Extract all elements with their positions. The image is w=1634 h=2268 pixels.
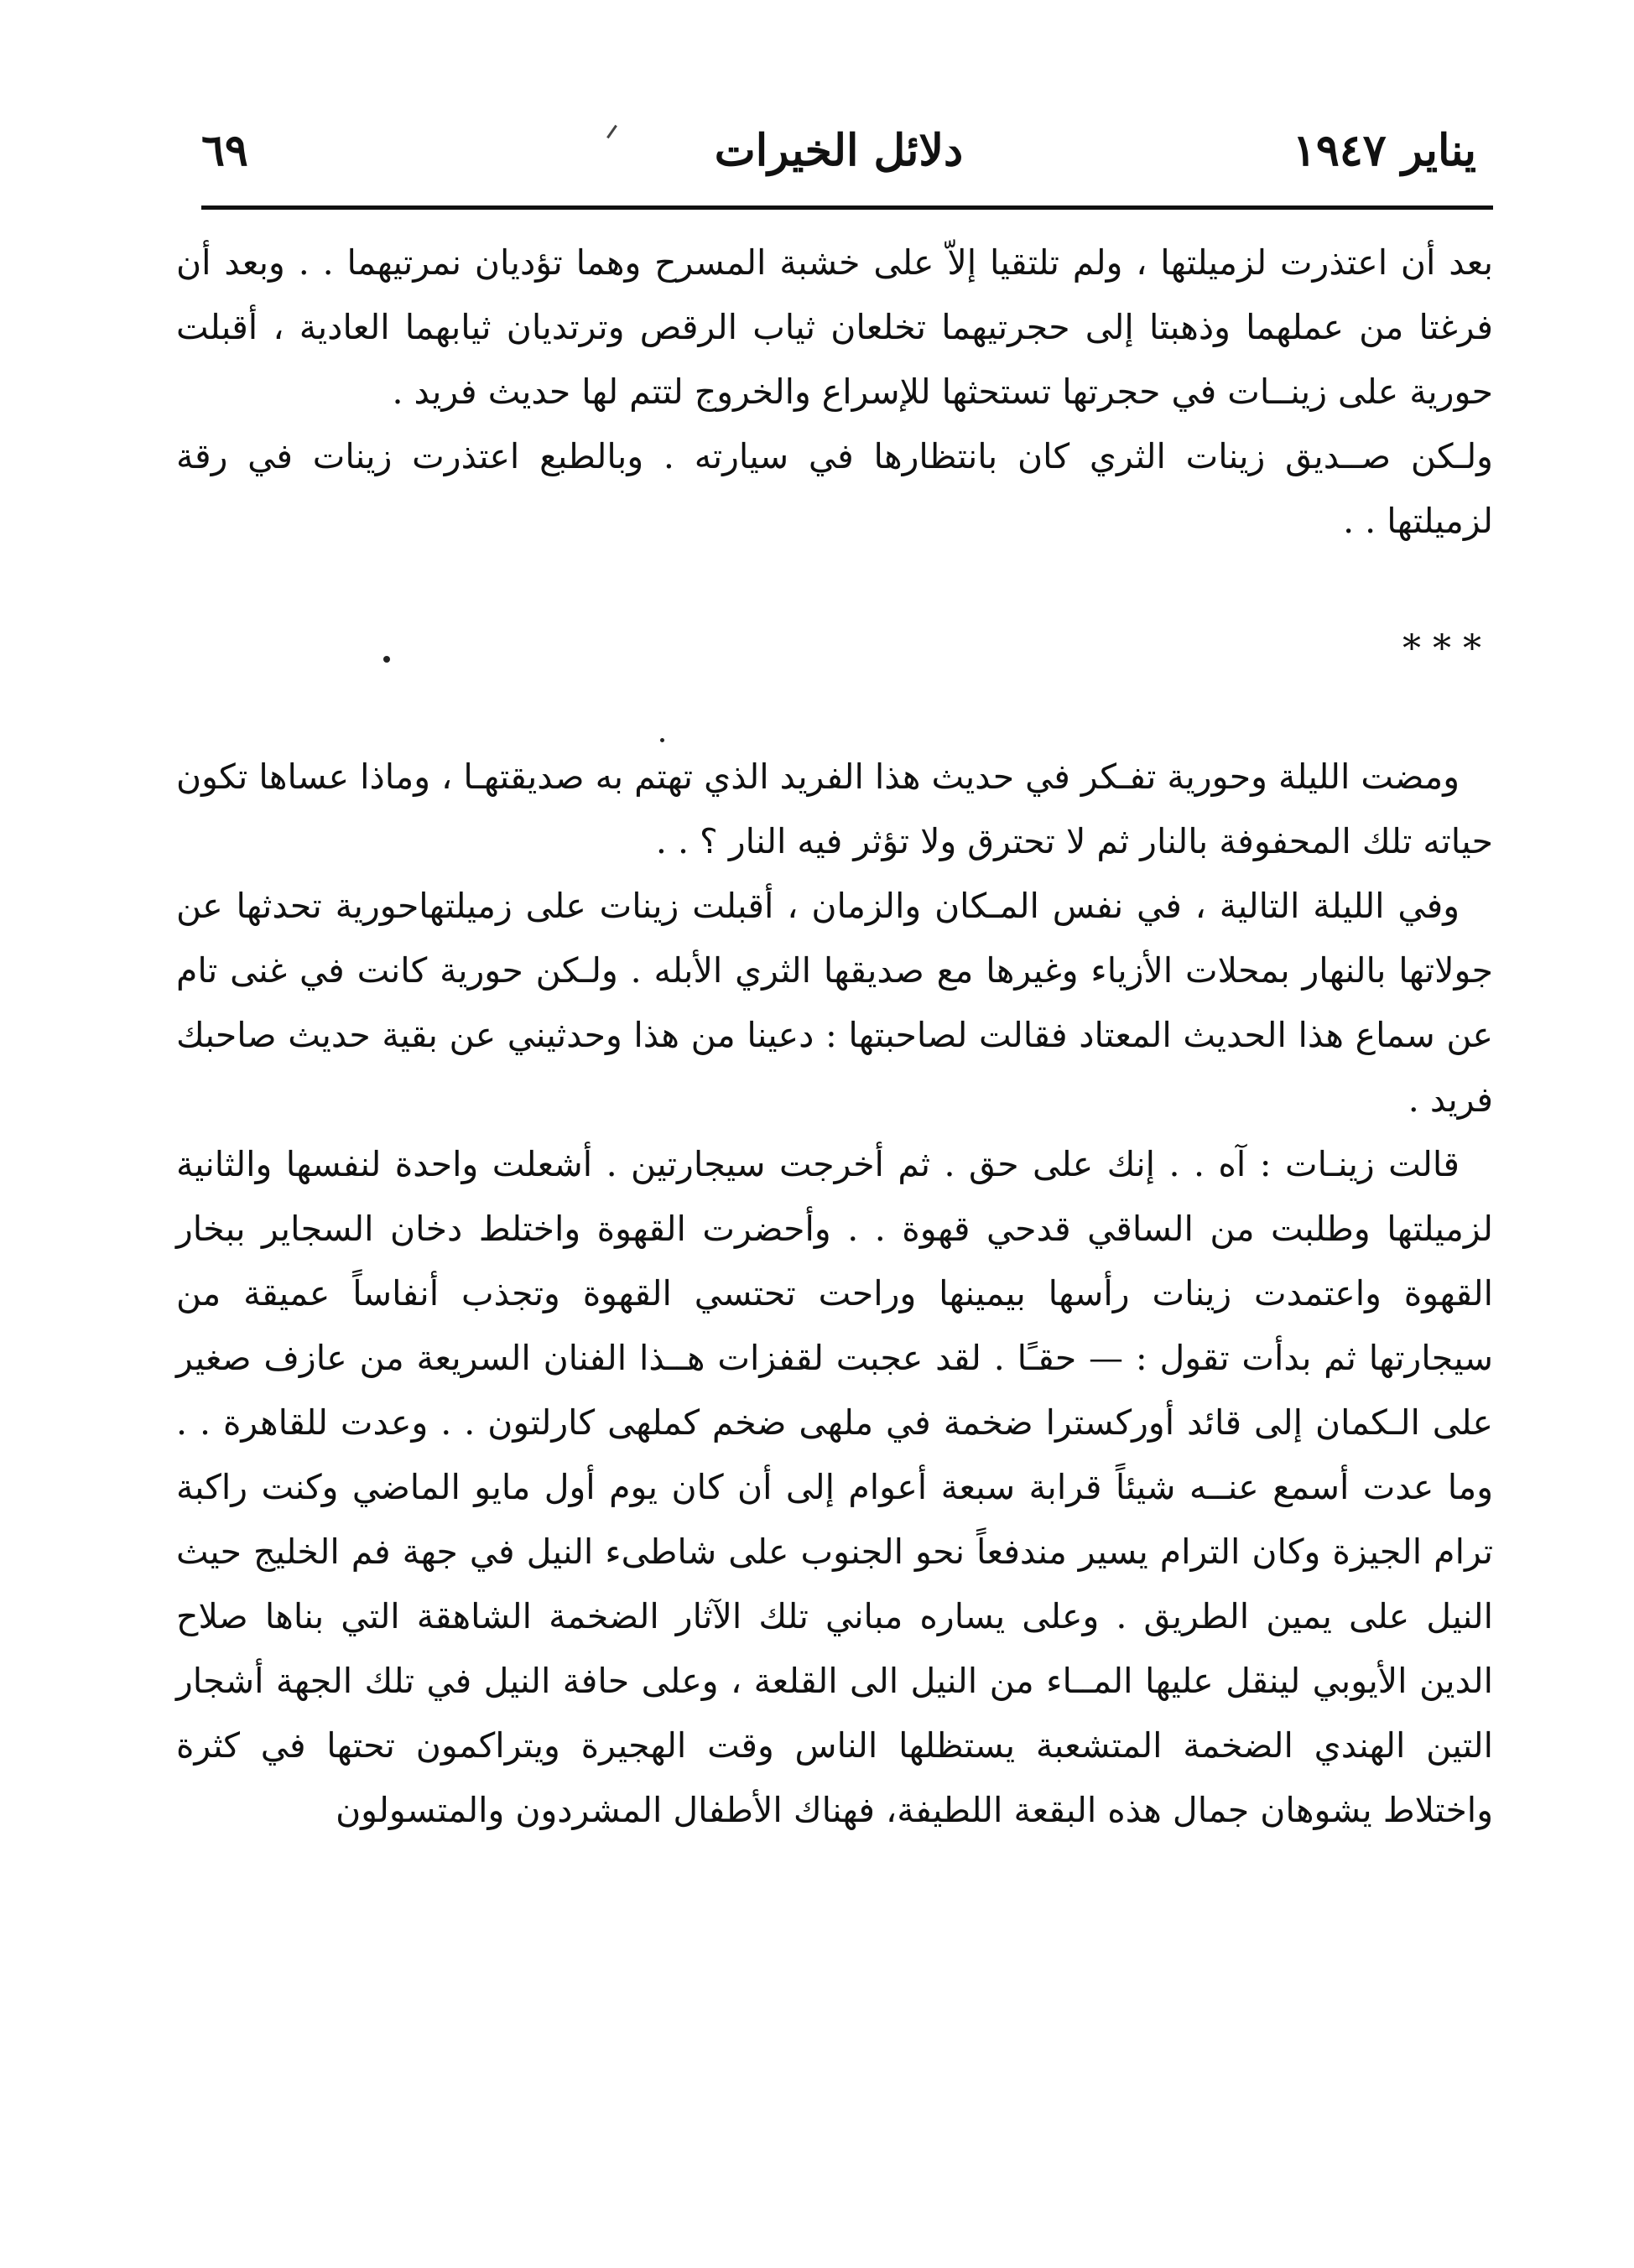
ink-speck [383, 656, 390, 663]
header-title: دلائل الخيرات [714, 125, 964, 176]
paragraph: وفي الليلة التالية ، في نفس المـكان والزمان ، أقبلت زينات على زميلتهاحورية تحدثها عن جولاتها بالنهار بمحلات الأزياء وغيرها مع صديقها الثري الأبله . ولـكن حورية كانت في غنى تام عن سماع هذا الحديث المعتاد فقالت لصاحبتها : دعينا من هذا وحدثيني عن بقية حديث صاحبك فريد . [176, 886, 1493, 1120]
body-text [176, 231, 1493, 1843]
paragraph: ومضت الليلة وحورية تفـكر في حديث هذا الفريد الذي تهتم به صديقتهـا ، وماذا عساها تكون حياته تلك المحفوفة بالنار ثم لا تحترق ولا تؤثر فيه النار ؟ . . [176, 757, 1493, 861]
ink-speck [660, 738, 664, 742]
section-separator: *** [1402, 627, 1493, 670]
page-header [201, 117, 1476, 193]
header-rule [201, 205, 1493, 210]
paragraph: ولـكن صــديق زينات الثري كان بانتظارها في سيارته . وبالطبع اعتذرت زينات في رقة لزميلتها . . [176, 436, 1493, 541]
header-date: يناير ١٩٤٧ [1293, 125, 1476, 176]
page-number: ٦٩ [201, 125, 248, 176]
paragraph: قالت زينـات : آه . . إنك على حق . ثم أخرجت سيجارتين . أشعلت واحدة لنفسها والثانية لزميلتها وطلبت من الساقي قدحي قهوة . . وأحضرت القهوة واختلط دخان السجاير ببخار القهوة واعتمدت زينات رأسها بيمينها وراحت تحتسي القهوة وتجذب أنفاساً عميقة من سيجارتها ثم بدأت تقول : — حقـًا . لقد عجبت لقفزات هــذا الفنان السريعة من عازف صغير على الـكمان إلى قائد أوركسترا ضخمة في ملهى ضخم كملهى كارلتون . . وعدت للقاهرة . . وما عدت أسمع عنــه شيئاً قرابة سبعة أعوام إلى أن كان يوم أول مايو الماضي وكنت راكبة ترام الجيزة وكان الترام يسير مندفعاً نحو الجنوب على شاطىء النيل في جهة فم الخليج حيث النيل على يمين الطريق . وعلى يساره مباني تلك الآثار الضخمة الشاهقة التي بناها صلاح الدين الأيوبي لينقل عليها المــاء من النيل الى القلعة ، وعلى حافة النيل في تلك الجهة أشجار التين الهندي الضخمة المتشعبة يستظلها الناس وقت الهجيرة ويتراكمون تحتها في كثرة واختلاط يشوهان جمال هذه البقعة اللطيفة، فهناك الأطفال المشردون والمتسولون [176, 1144, 1493, 1830]
paragraph: بعد أن اعتذرت لزميلتها ، ولم تلتقيا إلاّ على خشبة المسرح وهما تؤديان نمرتيهما . . وبعد أن فرغتا من عملهما وذهبتا إلى حجرتيهما تخلعان ثياب الرقص وترتديان ثيابهما العادية ، أقبلت حورية على زينــات في حجرتها تستحثها للإسراع والخروج لتتم لها حديث فريد . [176, 242, 1493, 412]
